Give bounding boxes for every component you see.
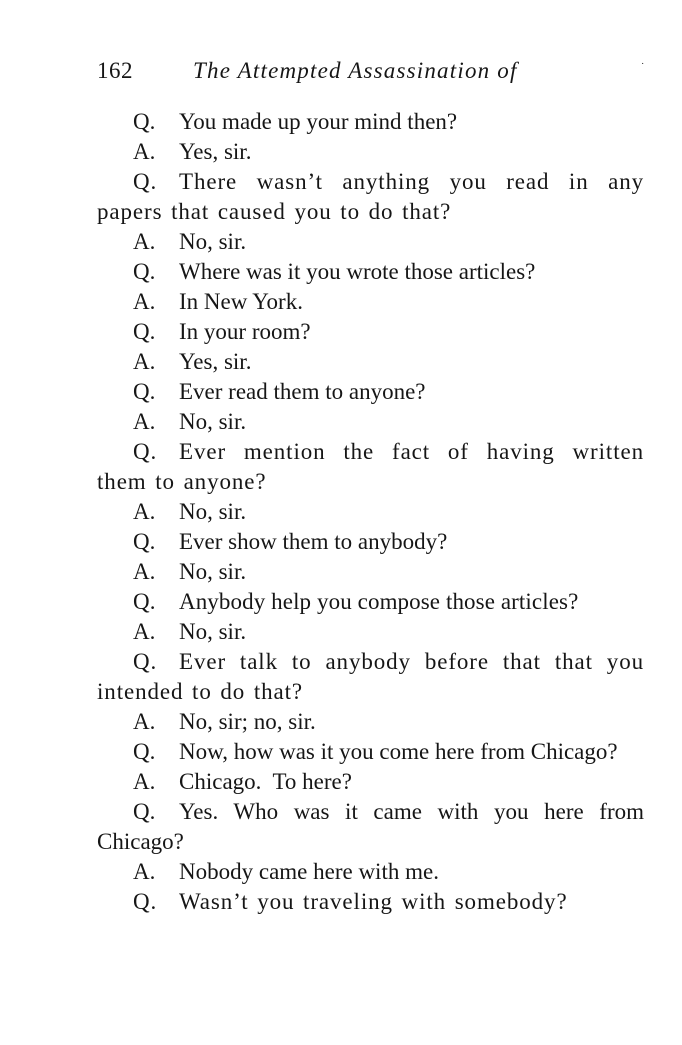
exchange-text: No, sir. <box>179 229 247 254</box>
exchange-paragraph <box>97 857 644 887</box>
speaker-label: Q. <box>133 889 158 914</box>
exchange-text: Ever talk to anybody before that that you intended to do that? <box>97 649 644 704</box>
transcript-body <box>97 107 644 917</box>
exchange-paragraph <box>97 287 644 317</box>
exchange-paragraph <box>97 617 644 647</box>
exchange-text: In your room? <box>179 319 311 344</box>
exchange-paragraph <box>97 797 644 857</box>
speaker-label: A. <box>133 709 156 734</box>
running-header <box>97 58 645 92</box>
speaker-label: A. <box>133 409 156 434</box>
speaker-label: A. <box>133 859 156 884</box>
exchange-paragraph <box>97 137 644 167</box>
speaker-label: A. <box>133 349 156 374</box>
exchange-text: No, sir; no, sir. <box>179 709 316 734</box>
exchange-paragraph <box>97 587 644 617</box>
exchange-paragraph <box>97 707 644 737</box>
exchange-paragraph <box>97 767 644 797</box>
speaker-label: Q. <box>133 319 156 344</box>
exchange-paragraph <box>97 317 644 347</box>
speaker-label: Q. <box>133 439 158 464</box>
speaker-label: A. <box>133 289 156 314</box>
exchange-paragraph <box>97 557 644 587</box>
speaker-label: Q. <box>133 799 156 824</box>
exchange-text: Wasn’t you traveling with somebody? <box>179 889 568 914</box>
exchange-paragraph <box>97 257 644 287</box>
exchange-text: Ever read them to anyone? <box>179 379 426 404</box>
exchange-text: Ever mention the fact of having written them to anyone? <box>97 439 644 494</box>
exchange-paragraph <box>97 737 644 767</box>
exchange-paragraph <box>97 167 644 227</box>
speaker-label: Q. <box>133 739 156 764</box>
exchange-text: Now, how was it you come here from Chicago? <box>179 739 618 764</box>
exchange-text: No, sir. <box>179 499 247 524</box>
exchange-paragraph <box>97 107 644 137</box>
speaker-label: A. <box>133 229 156 254</box>
print-speck: ˙ <box>641 62 645 73</box>
speaker-label: A. <box>133 559 156 584</box>
speaker-label: Q. <box>133 529 156 554</box>
speaker-label: Q. <box>133 589 156 614</box>
exchange-text: Yes. Who was it came with you here from Chicago? <box>97 799 644 854</box>
exchange-paragraph <box>97 407 644 437</box>
exchange-text: No, sir. <box>179 619 247 644</box>
page-number: 162 <box>97 58 133 83</box>
exchange-text: No, sir. <box>179 409 247 434</box>
exchange-text: Nobody came here with me. <box>179 859 439 884</box>
exchange-paragraph <box>97 497 644 527</box>
speaker-label: A. <box>133 769 156 794</box>
exchange-text: Chicago. To here? <box>179 769 352 794</box>
exchange-paragraph <box>97 347 644 377</box>
running-title: The Attempted Assassination of <box>193 58 518 83</box>
exchange-text: Where was it you wrote those articles? <box>179 259 536 284</box>
exchange-text: In New York. <box>179 289 303 314</box>
exchange-text: You made up your mind then? <box>179 109 458 134</box>
exchange-paragraph <box>97 227 644 257</box>
speaker-label: Q. <box>133 109 156 134</box>
exchange-paragraph <box>97 377 644 407</box>
speaker-label: Q. <box>133 379 156 404</box>
exchange-paragraph <box>97 887 644 917</box>
exchange-text: Yes, sir. <box>179 139 252 164</box>
speaker-label: A. <box>133 499 156 524</box>
exchange-text: Ever show them to anybody? <box>179 529 448 554</box>
exchange-text: Anybody help you compose those articles? <box>179 589 579 614</box>
exchange-text: There wasn’t anything you read in any papers that caused you to do that? <box>97 169 644 224</box>
speaker-label: A. <box>133 139 156 164</box>
speaker-label: A. <box>133 619 156 644</box>
exchange-paragraph <box>97 527 644 557</box>
exchange-paragraph <box>97 647 644 707</box>
speaker-label: Q. <box>133 259 156 284</box>
exchange-text: No, sir. <box>179 559 247 584</box>
speaker-label: Q. <box>133 649 158 674</box>
exchange-paragraph <box>97 437 644 497</box>
exchange-text: Yes, sir. <box>179 349 252 374</box>
speaker-label: Q. <box>133 169 158 194</box>
